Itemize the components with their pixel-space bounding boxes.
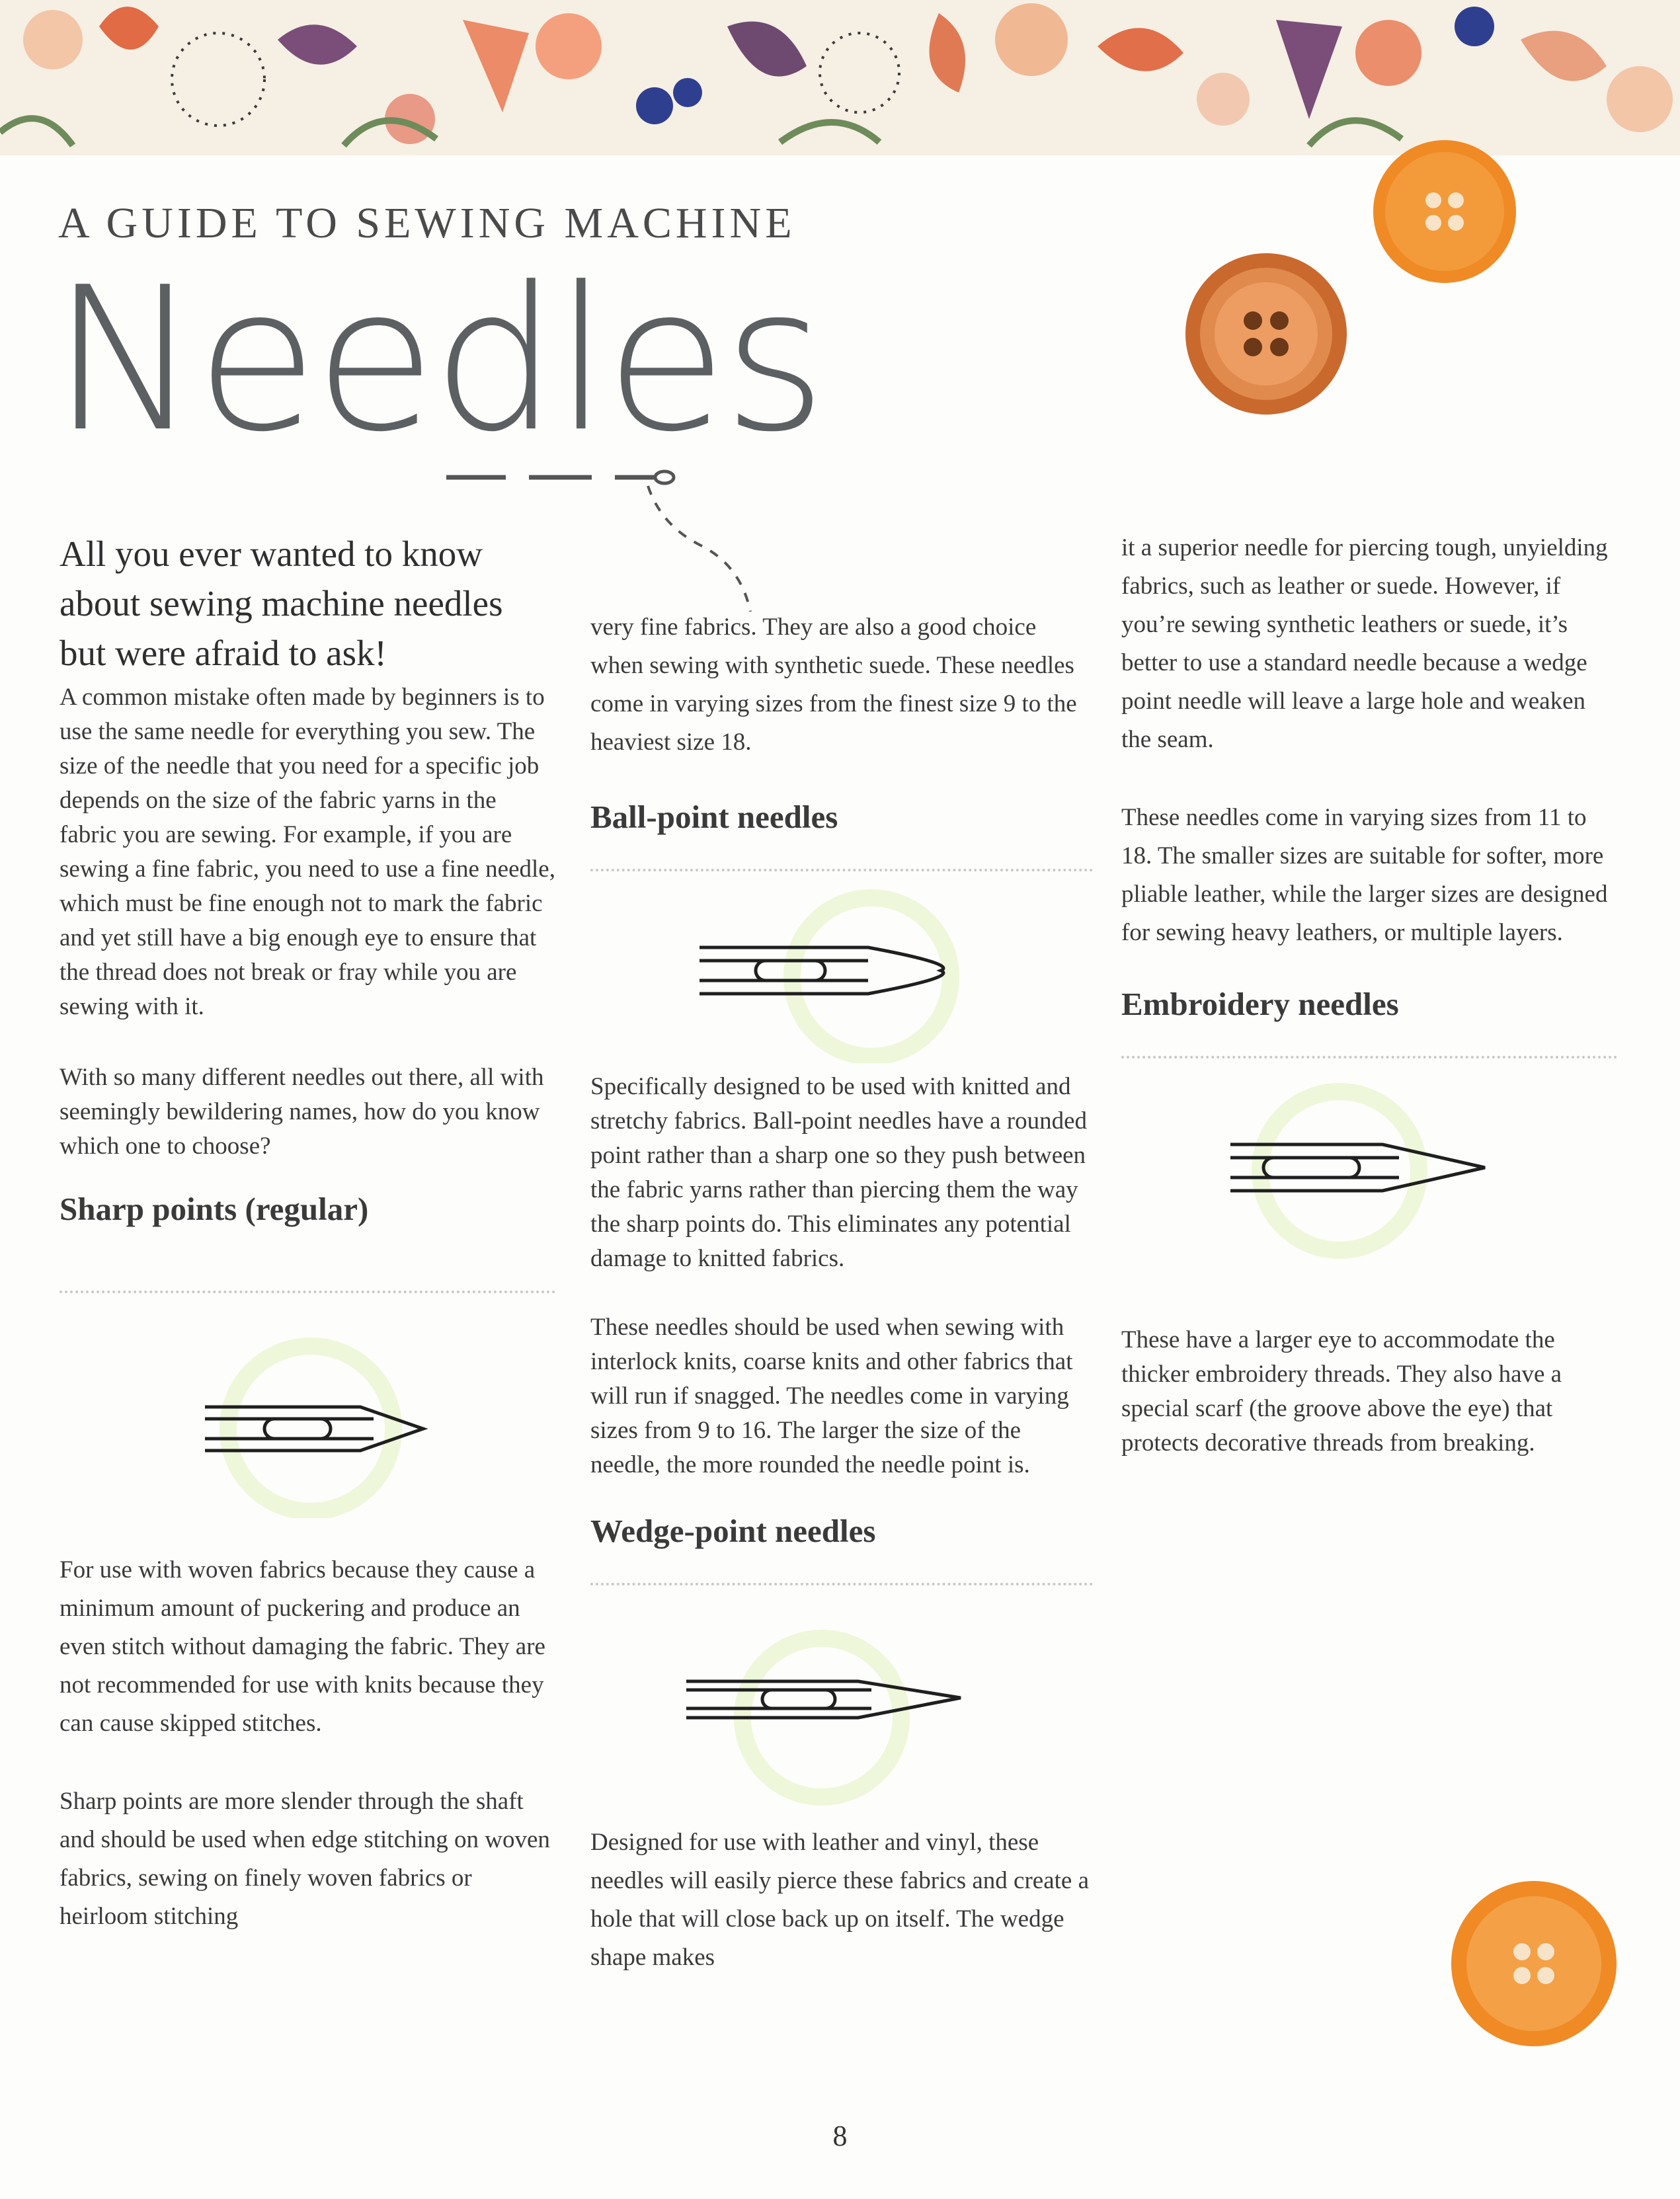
- embroidery-needle-icon: [1220, 1078, 1531, 1277]
- sharp-paragraph-1: For use with woven fabrics because they cause a minimum amount of puckering and produce an even stitch without damaging the fabric. They are not recommended for use with knits because they can cause skipped stitches.: [60, 1556, 545, 1737]
- sizes-paragraph: These needles come in varying sizes from 11 to 18. The smaller sizes are suitable for softer, more pliable leather, while the larger sizes are designed for sewing heavy leathers, or multiple layers.: [1121, 804, 1608, 946]
- col2-continued-paragraph: very fine fabrics. They are also a good choice when sewing with synthetic suede. These needles come in varying sizes from the finest size 9 to the heaviest size 18.: [590, 614, 1077, 756]
- embroidery-needle-illustration: [1121, 1059, 1617, 1323]
- column-2: [590, 608, 1093, 1977]
- wedge-point-needle-illustration: [590, 1585, 1093, 1823]
- orange-button-top: [1369, 136, 1521, 288]
- page-number: 8: [832, 2120, 848, 2152]
- ball-point-paragraph-1: Specifically designed to be used with knitted and stretchy fabrics. Ball-point needles have a rounded point rather than a sharp one so they push between the fabric yarns rather than piercing them the way the sharp points do. This eliminates any potential damage to knitted fabrics.: [590, 1073, 1088, 1272]
- ball-point-needle-illustration: [590, 871, 1093, 1070]
- ball-point-needle-icon: [693, 885, 997, 1063]
- wedge-point-heading: Wedge-point needles: [590, 1513, 876, 1549]
- intro-paragraph: A common mistake often made by beginners is to use the same needle for everything you sew. The size of the needle that you need for a specific job depends on the size of the fabric yarns in the fabric you are sewing. For example, if you are sewing a fine fabric, you need to use a fine needle, which must be fine enough not to mark the fabric and yet still have a big enough eye to ensure that the thread does not break or fray while you are sewing with it.: [60, 684, 555, 1020]
- embroidery-heading: Embroidery needles: [1121, 986, 1399, 1022]
- orange-button-bottom: [1448, 1878, 1620, 2050]
- sharp-paragraph-2: Sharp points are more slender through the shaft and should be used when edge stitching on woven fabrics, sewing on finely woven fabrics or heirloom stitching: [60, 1788, 550, 1930]
- intro-heading: All you ever wanted to know about sewing machine needles but were afraid to ask!: [60, 534, 503, 673]
- page-title: Needles: [52, 245, 823, 475]
- ball-point-paragraph-2: These needles should be used when sewing with interlock knits, coarse knits and other fabrics that will run if snagged. The needles come in varying sizes from 9 to 16. The larger the size of the needle, the more rounded the needle point is.: [590, 1314, 1073, 1478]
- wedge-point-paragraph: Designed for use with leather and vinyl, these needles will easily pierce these fabrics and create a hole that will close back up on itself. The wedge shape makes: [590, 1829, 1090, 1971]
- section-kicker: A GUIDE TO SEWING MACHINE: [58, 199, 796, 247]
- choose-paragraph: With so many different needles out there, all with seemingly bewildering names, how do you know which one to choose?: [60, 1064, 544, 1160]
- copper-button: [1183, 251, 1349, 417]
- column-1: [60, 529, 555, 1936]
- wedge-point-needle-icon: [676, 1612, 1007, 1810]
- embroidery-paragraph: These have a larger eye to accommodate the thicker embroidery threads. They also have a special scarf (the groove above the eye) that protects decorative threads from breaking.: [1121, 1326, 1562, 1457]
- column-3: [1121, 529, 1617, 1460]
- col3-continued-paragraph: it a superior needle for piercing tough, unyielding fabrics, such as leather or suede. However, if you’re sewing synthetic leathers or suede, it’s better to use a standard needle because a wedge point needle will leave a large hole and weaken the seam.: [1121, 534, 1608, 753]
- sharp-points-heading: Sharp points (regular): [60, 1191, 369, 1227]
- ball-point-heading: Ball-point needles: [590, 799, 838, 835]
- sharp-needle-icon: [192, 1320, 489, 1518]
- sharp-needle-illustration: [60, 1293, 555, 1551]
